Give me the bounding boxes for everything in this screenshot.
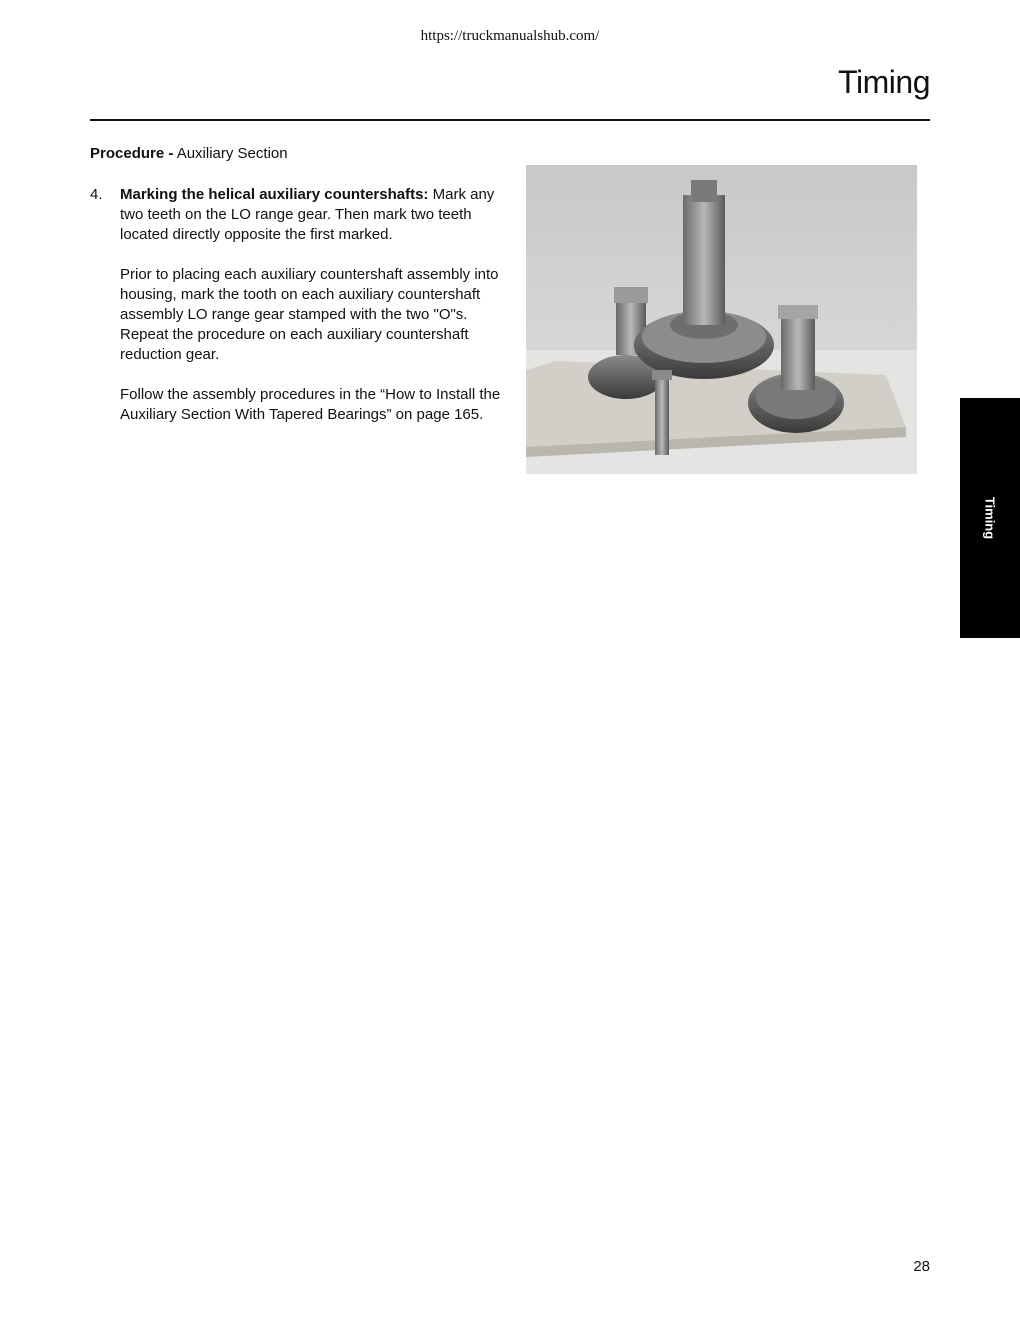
step-paragraph-2: Prior to placing each auxiliary countershaft assembly into housing, mark the tooth on each auxiliary countershaft assembly LO range gear stamped with the two "O"s. Repeat the procedure on each auxiliary countershaft reduction gear. bbox=[120, 266, 499, 363]
gear-assembly-photo bbox=[526, 165, 917, 474]
side-tab-label: Timing bbox=[982, 496, 998, 540]
step-text-1: Mark any two teeth on the LO range gear. Then mark two teeth located directly opposite the first marked. bbox=[120, 186, 495, 243]
step-body bbox=[120, 185, 510, 445]
side-tab[interactable] bbox=[960, 398, 1020, 638]
section-heading bbox=[90, 145, 288, 162]
page-number: 28 bbox=[913, 1258, 930, 1275]
title-rule bbox=[90, 119, 930, 121]
section-name: Auxiliary Section bbox=[176, 145, 288, 162]
source-url: https://truckmanualshub.com/ bbox=[420, 28, 600, 44]
procedure-step bbox=[90, 185, 510, 445]
procedure-content bbox=[90, 185, 510, 445]
page-title: Timing bbox=[838, 64, 930, 100]
step-paragraph-1 bbox=[120, 185, 510, 245]
step-paragraph-3: Follow the assembly procedures in the “How to Install the Auxiliary Section With Tapered Bearings” on page 165. bbox=[120, 386, 501, 423]
step-bold-lead: Marking the helical auxiliary countershafts: bbox=[120, 186, 429, 203]
step-number: 4. bbox=[90, 186, 103, 203]
section-label: Procedure - bbox=[90, 145, 174, 162]
